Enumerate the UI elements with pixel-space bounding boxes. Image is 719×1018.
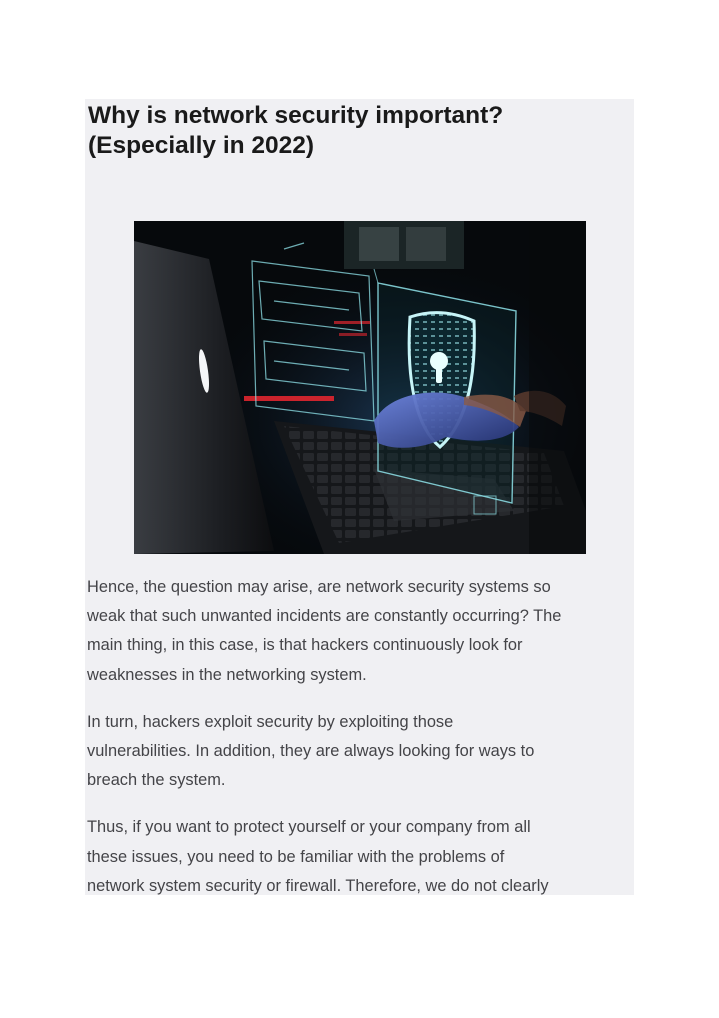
- paragraph-1-line-1: Hence, the question may arise, are network security systems so: [87, 578, 551, 596]
- paragraph-1-line-2: weak that such unwanted incidents are constantly occurring? The: [87, 607, 562, 626]
- paragraph-3-line-2: these issues, you need to be familiar with the problems of: [87, 847, 505, 866]
- paragraph-3: [87, 813, 634, 895]
- window-pane: [359, 227, 399, 261]
- page-title-line-2: (Especially in 2022): [88, 132, 315, 159]
- paragraph-2-line-2: vulnerabilities. In addition, they are always looking for ways to: [87, 742, 535, 761]
- red-light-strip: [339, 333, 367, 336]
- paragraph-1: [87, 573, 634, 690]
- dark-background-edge: [529, 221, 586, 554]
- paragraph-2-line-1: In turn, hackers exploit security by exploiting those: [87, 712, 454, 731]
- paragraph-3-line-3: network system security or firewall. Therefore, we do not clearly: [87, 876, 549, 895]
- paragraph-2: [87, 708, 634, 796]
- hero-illustration: [134, 221, 586, 554]
- paragraph-1-line-4: weaknesses in the networking system.: [87, 665, 367, 684]
- red-light-strip: [244, 396, 334, 401]
- paragraph-2-line-3: breach the system.: [87, 771, 226, 790]
- page-title: [88, 101, 628, 161]
- article-body: [87, 573, 634, 895]
- page-title-line-1: Why is network security important?: [88, 102, 504, 129]
- paragraph-3-line-1: Thus, if you want to protect yourself or your company from all: [87, 818, 531, 837]
- red-light-strip: [334, 321, 370, 324]
- window-pane: [406, 227, 446, 261]
- hero-image: [134, 221, 586, 554]
- article-panel: [85, 99, 634, 895]
- paragraph-1-line-3: main thing, in this case, is that hackers continuously look for: [87, 636, 523, 655]
